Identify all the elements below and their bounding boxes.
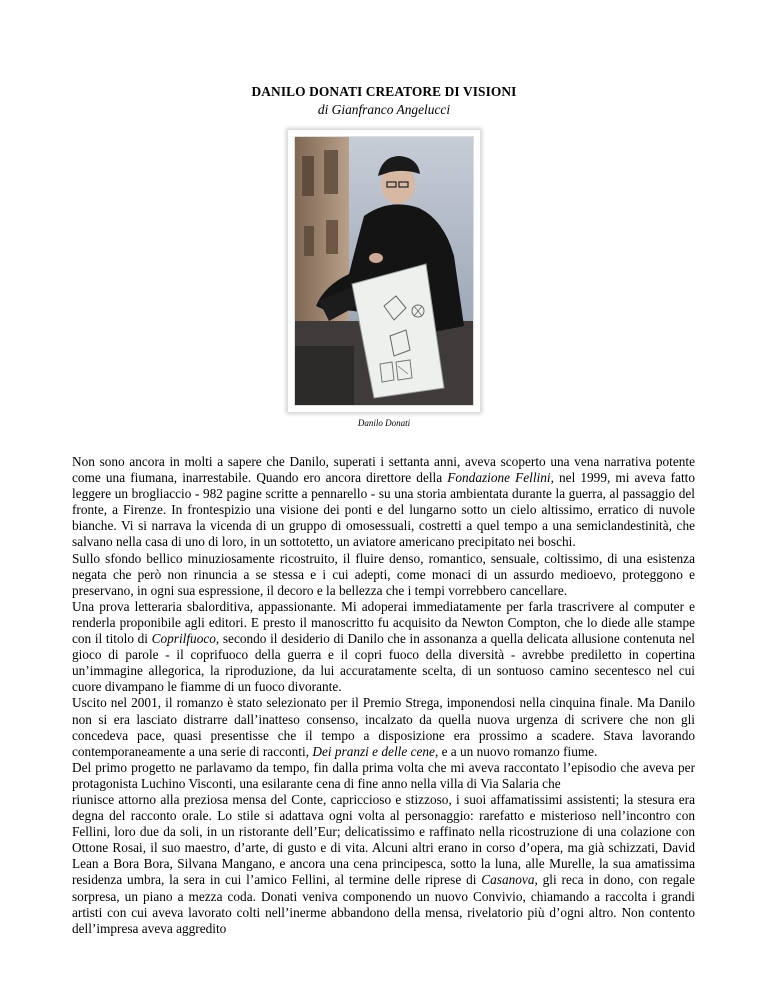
article-author: di Gianfranco Angelucci [317,102,451,117]
photo-caption: Danilo Donati [357,418,411,428]
article-body [72,454,695,937]
paragraph: Sullo sfondo bellico minuziosamente ricostruito, il fluire denso, romantico, sensuale, coltissimo, di una esistenza negata che però non rinuncia a se stessa e i cui adepti, come monaci di un assurdo medioevo, proteggono e preservano, in ogni sua espressione, il decoro e la bellezza che i tempi vorrebbero cancellare. [72,550,695,598]
paragraph: riunisce attorno alla preziosa mensa del Conte, capriccioso e stizzoso, i suoi affamatissimi assistenti; la stesura era degna del racconto orale. Lo stile si adattava ogni volta al personaggio: rarefatto e misterioso nell’incontro con Fellini, loro due da soli, in un ristorante dell’Eur; delicatissimo e raffinato nella ricostruzione di una colazione con Ottone Rosai, il suo maestro, d’arte, di gusto e di vita. Alcuni altri erano in corso d’opera, ma già schizzati, David Lean a Bora Bora, Silvana Mangano, e ancora una cena principesca, sotto la luna, alle Murelle, la sua amatissima residenza umbra, la sera in cui l’amico Fellini, al termine delle riprese di Casanova, gli reca in dono, con regale sorpresa, un piano a mezza coda. Donati veniva componendo un nuovo Convivio, chiamando a raccolta i grandi artisti con cui aveva lavorato colti nell’inerme abbandono della mensa, rivelatorio più d’ogni altro. Non contento dell’impresa aveva aggredito [72,791,695,936]
portrait-illustration [294,136,474,406]
paragraph: Una prova letteraria sbalorditiva, appassionante. Mi adoperai immediatamente per farla trascrivere al computer e renderla proponibile agli editori. E presto il manoscritto fu acquisito da Newton Compton, che lo diede alle stampe con il titolo di Coprilfuoco, secondo il desiderio di Danilo che in assonanza a quella delicata allusione contenuta nel gioco di parole - il coprifuoco della guerra e il copri fuoco della diversità - avrebbe prediletto in copertina un’immagine allegorica, la riproduzione, da lui accuratamente scelta, di un sontuoso camino secentesco nel cui cuore divampano le fiamme di un fuoco divorante. [72,598,695,695]
paragraph: Uscito nel 2001, il romanzo è stato selezionato per il Premio Strega, imponendosi nella cinquina finale. Ma Danilo non si era lasciato distrarre dall’inatteso consenso, incalzato da quella nuova urgenza di scrivere che non gli concedeva pace, quasi presentisse che il tempo a disposizione era prossimo a scadere. Stava lavorando contemporaneamente a una serie di racconti, Dei pranzi e delle cene, e a un nuovo romanzo fiume. [72,695,695,759]
article-title: DANILO DONATI CREATORE DI VISIONI [251,84,517,99]
portrait-photo [288,130,480,412]
paragraph: Non sono ancora in molti a sapere che Danilo, superati i settanta anni, aveva scoperto una vena narrativa potente come una fiumana, inarrestabile. Quando ero ancora direttore della Fondazione Fellini, nel 1999, mi aveva fatto leggere un brogliaccio - 982 pagine scritte a pennarello - su una storia ambientata durante la guerra, al passaggio del fronte, a Firenze. In frontespizio una visione dei ponti e del lungarno sotto un cielo altissimo, erratico di nuvole bianche. Vi si narrava la vicenda di un gruppo di omosessuali, costretti a quel tempo a una semiclandestinità, che salvano nella casa di uno di loro, in un sottotetto, un aviatore americano precipitato nei boschi. [72,454,696,550]
paragraph: Del primo progetto ne parlavamo da tempo, fin dalla prima volta che mi aveva raccontato l’episodio che aveva per protagonista Luchino Visconti, una esilarante cena di fine anno nella villa di Via Salaria che [72,759,695,791]
